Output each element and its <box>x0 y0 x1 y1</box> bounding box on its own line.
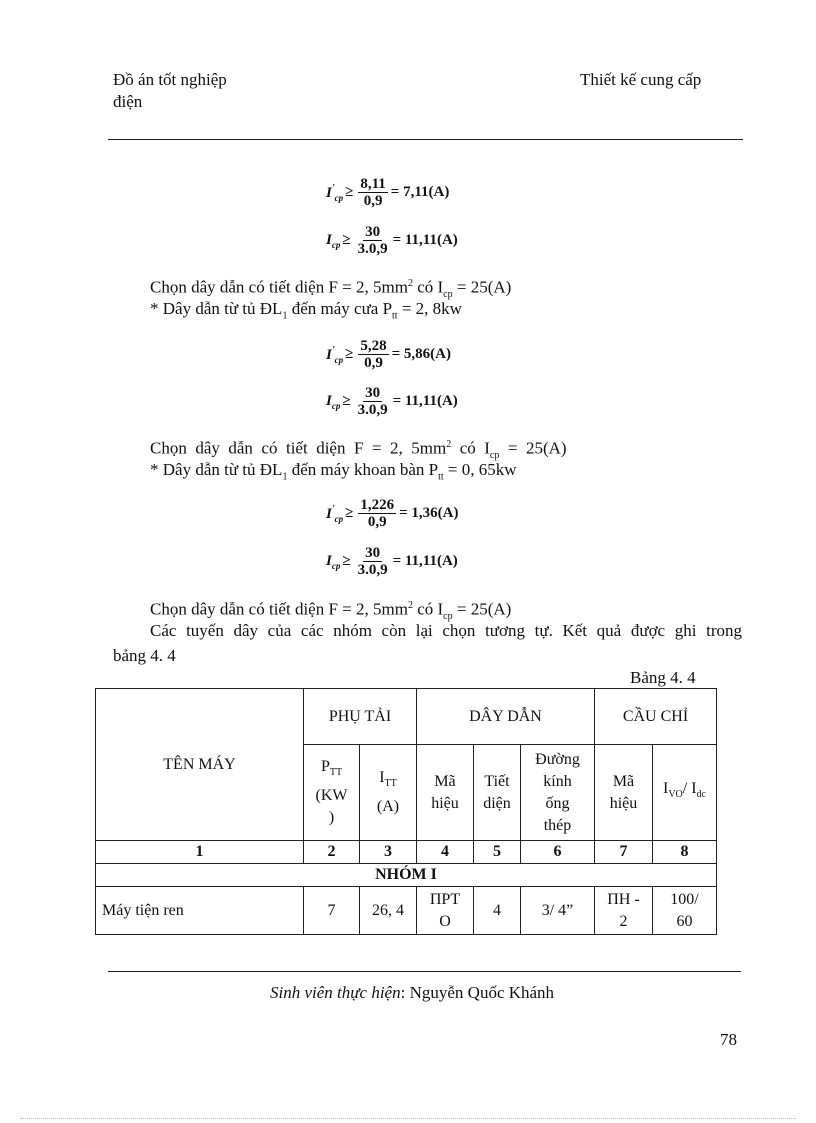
header-p-tt: $P_{TT}$ (KW ) <box>304 745 360 841</box>
col-number: 2 <box>304 841 360 864</box>
paragraph-6-line2: bảng 4. 4 <box>113 646 176 665</box>
col-number: 5 <box>474 841 521 864</box>
paragraph-5: Chọn dây dẫn có tiết diện F = 2, $5mm^2$ có $I_{cp} = 25(A)$ <box>150 599 512 623</box>
data-table <box>95 688 717 935</box>
header-ivo-idc: $I_{VO}/$ $I_{dc}$ <box>653 745 717 841</box>
header-left <box>113 70 227 112</box>
col-number: 6 <box>521 841 595 864</box>
row-i: 26, 4 <box>360 887 417 935</box>
header-left-line1: Đồ án tốt nghiệp <box>113 70 227 89</box>
col-number: 3 <box>360 841 417 864</box>
header-left-line2: điện <box>113 92 143 111</box>
col-number: 8 <box>653 841 717 864</box>
header-cc-ma-hieu: Mã hiệu <box>595 745 653 841</box>
header-phu-tai: PHỤ TẢI <box>304 689 417 745</box>
paragraph-1: Chọn dây dẫn có tiết diện F = 2, $5mm^2$ có $I_{cp} = 25(A)$ <box>150 277 512 301</box>
header-tiet-dien: Tiết diện <box>474 745 521 841</box>
equation-4: $I_{cp}$ ≥ $\frac{30}{3.0,9}$ = 11,11(A) <box>326 385 458 418</box>
col-number: 7 <box>595 841 653 864</box>
header-ma-hieu: Mã hiệu <box>417 745 474 841</box>
header-rule <box>108 139 743 140</box>
header-ten-may: TÊN MÁY <box>96 689 304 841</box>
row-fuse: ΠH - 2 <box>595 887 653 935</box>
header-day-dan: DÂY DẪN <box>417 689 595 745</box>
row-name: Máy tiện ren <box>96 887 304 935</box>
table-row <box>96 887 717 935</box>
header-duong-kinh: Đường kính ống thép <box>521 745 595 841</box>
table-number-row <box>96 841 717 864</box>
paragraph-2: * Dây dẫn từ tủ $ĐL_1$ đến máy cưa $P_{tt} = 2$, 8kw <box>150 299 462 322</box>
col-number: 1 <box>96 841 304 864</box>
footer-rule <box>108 971 741 972</box>
paragraph-3: Chọn dây dẫn có tiết diện F = 2, $5mm^2$ có $I_{cp} = 25(A)$ <box>150 438 567 462</box>
table-caption: Bảng 4. 4 <box>630 668 696 687</box>
paragraph-6-line1: Các tuyến dây của các nhóm còn lại chọn tương tự. Kết quả được ghi trong <box>150 621 742 640</box>
row-pipe: 3/ 4” <box>521 887 595 935</box>
equation-3: $I'_{cp}$ ≥ $\frac{5,28}{0,9}$ = 5,86(A) <box>326 338 451 371</box>
footer-author: Sinh viên thực hiện: Nguyễn Quốc Khánh <box>270 983 555 1002</box>
group-label: NHÓM I <box>96 864 717 887</box>
equation-5: $I'_{cp}$ ≥ $\frac{1,226}{0,9}$ = 1,36(A) <box>326 497 459 530</box>
table-header-row-1 <box>96 689 717 745</box>
row-ivo: 100/ 60 <box>653 887 717 935</box>
equation-1: $I'_{cp}$ ≥ $\frac{8,11}{0,9}$ = 7,11(A) <box>326 176 450 209</box>
row-p: 7 <box>304 887 360 935</box>
table-group-row <box>96 864 717 887</box>
paragraph-4: * Dây dẫn từ tủ $ĐL_1$ đến máy khoan bàn $P_{tt} = 0$, 65kw <box>150 460 517 483</box>
equation-2: $I_{cp}$ ≥ $\frac{30}{3.0,9}$ = 11,11(A) <box>326 224 458 257</box>
col-number: 4 <box>417 841 474 864</box>
equation-6: $I_{cp}$ ≥ $\frac{30}{3.0,9}$ = 11,11(A) <box>326 545 458 578</box>
row-section: 4 <box>474 887 521 935</box>
header-i-tt: $I_{TT}$ (A) <box>360 745 417 841</box>
row-code: ΠPT O <box>417 887 474 935</box>
bottom-divider <box>20 1118 796 1119</box>
header-right: Thiết kế cung cấp <box>580 70 702 89</box>
page-number: 78 <box>720 1030 737 1049</box>
header-cau-chi: CẦU CHỈ <box>595 689 717 745</box>
